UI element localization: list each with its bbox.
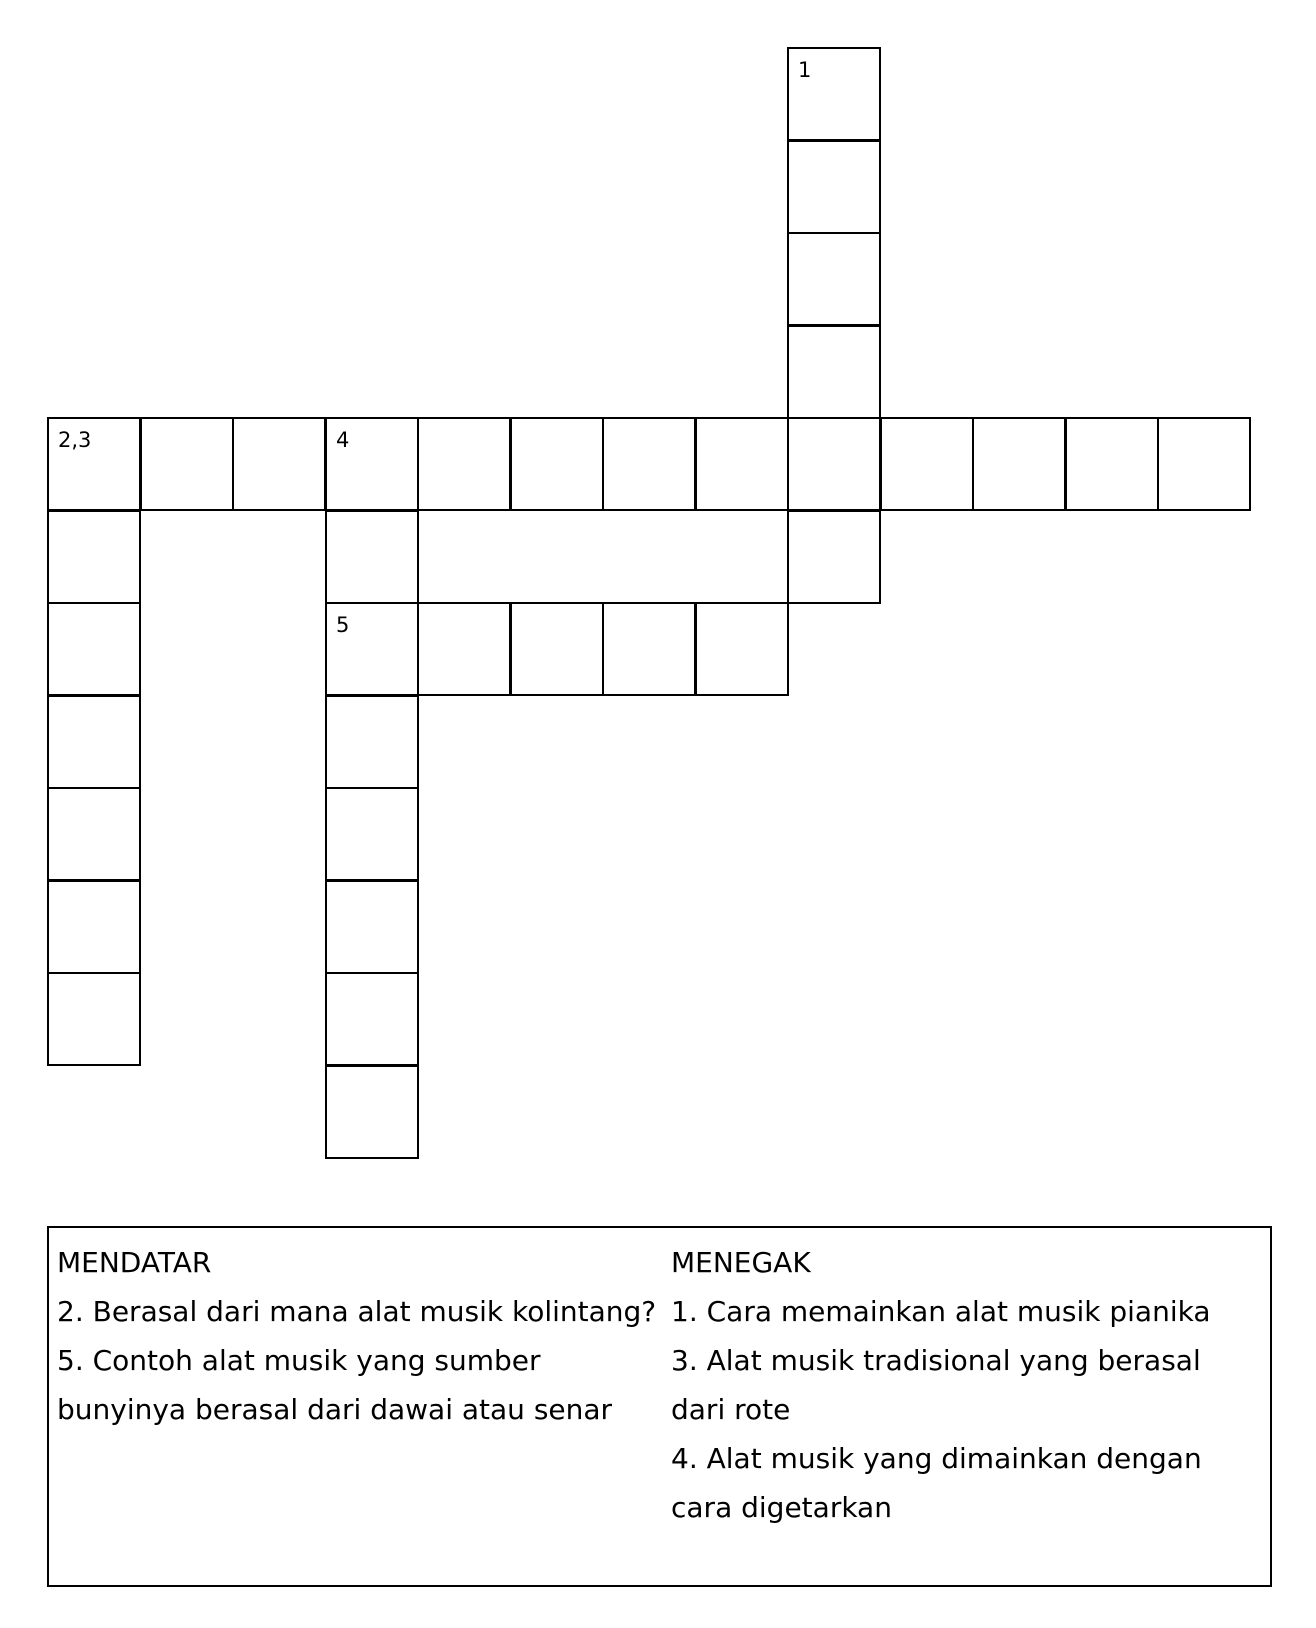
crossword-cell[interactable] bbox=[787, 140, 881, 234]
crossword-cell[interactable] bbox=[695, 602, 789, 696]
crossword-cell[interactable] bbox=[787, 417, 881, 511]
crossword-cell[interactable] bbox=[140, 417, 234, 511]
crossword-cell[interactable] bbox=[787, 510, 881, 604]
crossword-cell[interactable] bbox=[1157, 417, 1251, 511]
crossword-cell[interactable] bbox=[47, 602, 141, 696]
crossword-cell[interactable] bbox=[325, 972, 419, 1066]
down-clue-4: 4. Alat musik yang dimainkan dengan cara digetarkan bbox=[671, 1442, 1202, 1524]
crossword-cell[interactable] bbox=[417, 602, 511, 696]
crossword-cell[interactable] bbox=[47, 417, 141, 511]
crossword-cell[interactable] bbox=[602, 417, 696, 511]
crossword-cell[interactable] bbox=[47, 787, 141, 881]
clue-panel bbox=[47, 1226, 1272, 1587]
down-heading: MENEGAK bbox=[671, 1246, 811, 1279]
down-clue-3: 3. Alat musik tradisional yang berasal dari rote bbox=[671, 1344, 1201, 1426]
crossword-cell[interactable] bbox=[787, 232, 881, 326]
crossword-cell[interactable] bbox=[972, 417, 1066, 511]
down-clue-1: 1. Cara memainkan alat musik pianika bbox=[671, 1295, 1211, 1328]
crossword-cell[interactable] bbox=[787, 325, 881, 419]
across-heading: MENDATAR bbox=[57, 1246, 212, 1279]
down-clues bbox=[671, 1238, 1261, 1532]
crossword-cell[interactable] bbox=[47, 510, 141, 604]
crossword-cell[interactable] bbox=[787, 47, 881, 141]
crossword-cell[interactable] bbox=[325, 510, 419, 604]
crossword-cell[interactable] bbox=[325, 602, 419, 696]
crossword-cell[interactable] bbox=[325, 1065, 419, 1159]
clue-number: 2,3 bbox=[58, 428, 92, 452]
crossword-cell[interactable] bbox=[417, 417, 511, 511]
crossword-cell[interactable] bbox=[325, 417, 419, 511]
clue-number: 4 bbox=[336, 428, 350, 452]
crossword-cell[interactable] bbox=[325, 880, 419, 974]
crossword-cell[interactable] bbox=[880, 417, 974, 511]
crossword-cell[interactable] bbox=[1065, 417, 1159, 511]
crossword-cell[interactable] bbox=[510, 417, 604, 511]
crossword-cell[interactable] bbox=[325, 695, 419, 789]
clue-number: 5 bbox=[336, 613, 350, 637]
crossword-cell[interactable] bbox=[232, 417, 326, 511]
crossword-cell[interactable] bbox=[602, 602, 696, 696]
across-clue-5: 5. Contoh alat musik yang sumber bunyinya berasal dari dawai atau senar bbox=[57, 1344, 613, 1426]
crossword-cell[interactable] bbox=[47, 695, 141, 789]
crossword-cell[interactable] bbox=[47, 972, 141, 1066]
crossword-cell[interactable] bbox=[695, 417, 789, 511]
crossword-cell[interactable] bbox=[510, 602, 604, 696]
crossword-cell[interactable] bbox=[325, 787, 419, 881]
across-clues bbox=[57, 1238, 657, 1434]
crossword-cell[interactable] bbox=[47, 880, 141, 974]
clue-number: 1 bbox=[798, 58, 812, 82]
across-clue-2: 2. Berasal dari mana alat musik kolintang? bbox=[57, 1295, 657, 1328]
